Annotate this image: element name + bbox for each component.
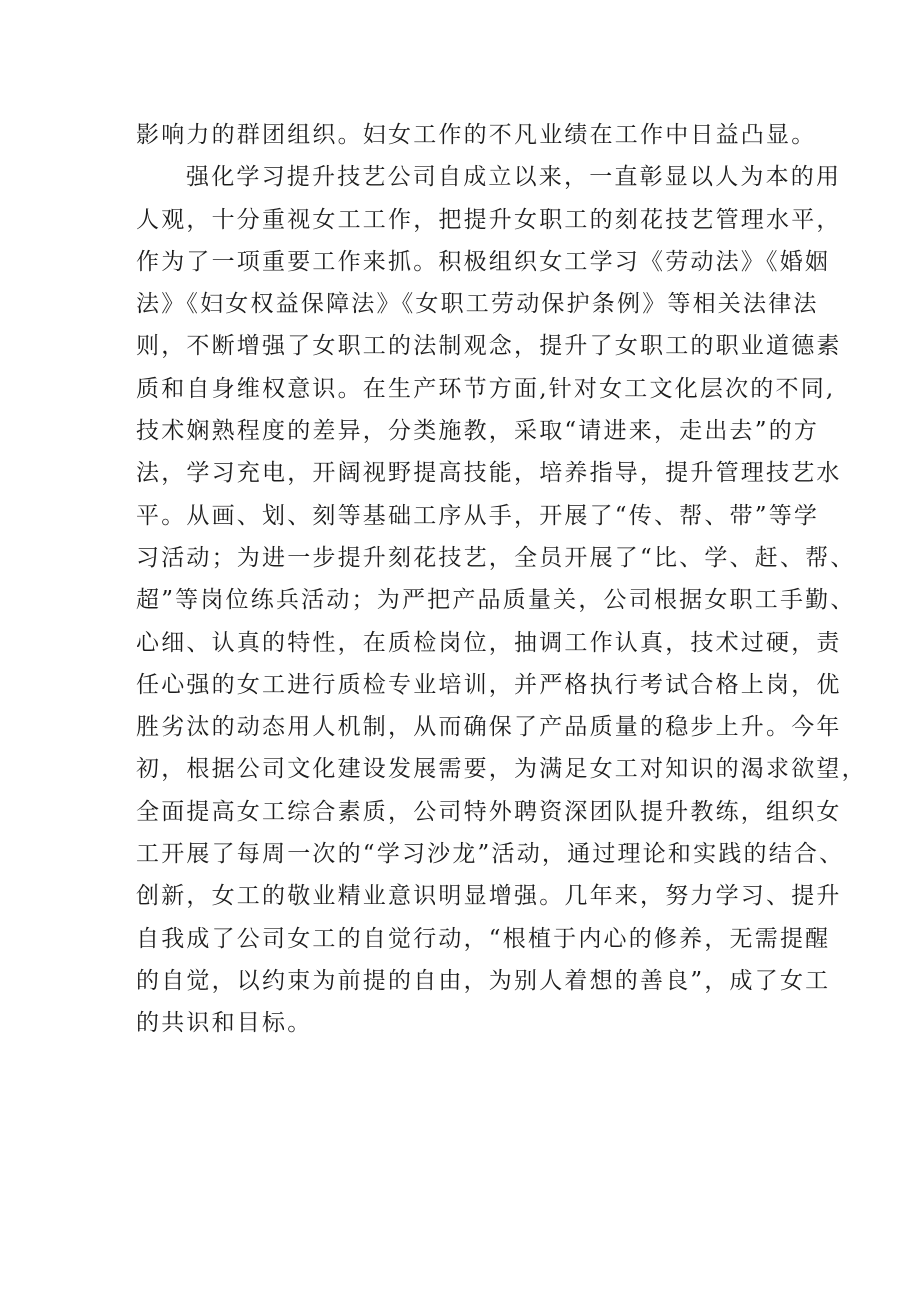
text-line: 习活动；为进一步提升刻花技艺，全员开展了“比、学、赶、帮、 [136, 544, 856, 571]
text-line: 超”等岗位练兵活动；为严把产品质量关，公司根据女职工手勤、 [136, 587, 856, 614]
text-line: 影响力的群团组织。妇女工作的不凡业绩在工作中日益凸显。 [136, 122, 817, 148]
text-line: 的自觉，以约束为前提的自由，为别人着想的善良”，成了女工 [136, 967, 831, 994]
text-line: 心细、认真的特性，在质检岗位，抽调工作认真，技术过硬，责 [136, 629, 842, 656]
paragraph-2 [136, 156, 867, 1044]
document-body [136, 114, 867, 1045]
text-line: 平。从画、划、刻等基础工序从手，开展了“传、帮、带”等学 [136, 502, 820, 529]
text-line: 则，不断增强了女职工的法制观念，提升了女职工的职业道德素 [136, 333, 842, 360]
text-line: 法》《妇女权益保障法》《女职工劳动保护条例》等相关法律法 [136, 291, 819, 318]
text-line: 的共识和目标。 [136, 1010, 313, 1037]
text-line: 创新，女工的敬业精业意识明显增强。几年来，努力学习、提升 [136, 883, 842, 910]
text-line: 技术娴熟程度的差异，分类施教，采取“请进来，走出去”的方 [136, 418, 820, 445]
text-line: 强化学习提升技艺公司自成立以来，一直彰显以人为本的用 [186, 164, 842, 191]
text-line: 作为了一项重要工作来抓。积极组织女工学习《劳动法》《婚姻 [136, 248, 831, 275]
text-line: 胜劣汰的动态用人机制，从而确保了产品质量的稳步上升。今年 [136, 714, 842, 741]
text-line: 工开展了每周一次的“学习沙龙”活动，通过理论和实践的结合、 [136, 841, 845, 868]
text-line: 人观，十分重视女工工作，把提升女职工的刻花技艺管理水平， [136, 206, 842, 233]
text-line: 质和自身维权意识。在生产环节方面,针对女工文化层次的不同, [136, 375, 836, 402]
text-line: 任心强的女工进行质检专业培训，并严格执行考试合格上岗，优 [136, 671, 842, 698]
text-line: 初，根据公司文化建设发展需要，为满足女工对知识的渴求欲望， [136, 756, 867, 783]
text-line: 全面提高女工综合素质，公司特外聘资深团队提升教练，组织女 [136, 798, 842, 825]
text-line: 法，学习充电，开阔视野提高技能，培养指导，提升管理技艺水 [136, 460, 842, 487]
paragraph-1 [136, 114, 817, 156]
text-line: 自我成了公司女工的自觉行动，“根植于内心的修养，无需提醒 [136, 925, 831, 952]
